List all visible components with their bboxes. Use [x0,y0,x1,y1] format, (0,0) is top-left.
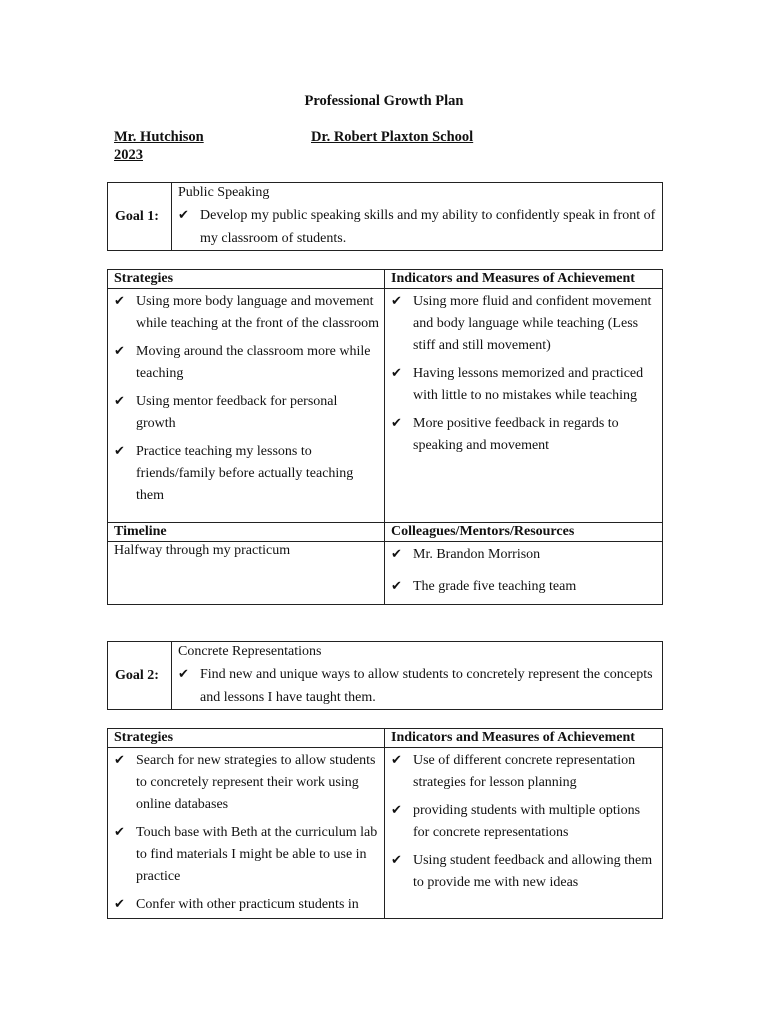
list-item-text: Using more body language and movement while teaching at the front of the classroom [136,294,379,331]
check-icon: ✔ [391,803,402,818]
check-icon: ✔ [114,897,125,912]
strategies-header: Strategies [108,729,385,748]
list-item [391,576,658,598]
strategies-list [114,291,380,507]
list-item [114,341,380,385]
list-item [114,441,380,507]
check-icon: ✔ [114,753,125,768]
goal-2-strategies [108,748,385,919]
goal-1-resources [385,542,663,605]
list-item [391,363,658,407]
timeline-text: Halfway through my practicum [114,543,291,558]
page-title: Professional Growth Plan [304,93,464,109]
indicators-list [391,291,658,457]
list-item [391,413,658,457]
check-icon: ✔ [114,825,125,840]
strategies-header: Strategies [108,270,385,289]
list-item [391,544,658,566]
list-item-text: Use of different concrete representation strategies for lesson planning [413,753,636,790]
list-item [391,750,658,794]
list-item-text: Search for new strategies to allow students to concretely represent their work using online databases [136,753,376,812]
goal-2-description [178,663,658,709]
check-icon: ✔ [114,444,125,459]
goal-2-name: Concrete Representations [178,644,322,659]
goal-1-cell [172,183,663,251]
goal-2-indicators [385,748,663,919]
check-icon: ✔ [178,667,189,682]
list-item [114,894,380,916]
list-item-text: Having lessons memorized and practiced with little to no mistakes while teaching [413,366,644,403]
goal-1-table [107,182,663,251]
goal-1-label: Goal 1: [108,183,172,251]
goal-2-cell [172,642,663,710]
list-item-text: Using mentor feedback for personal growth [136,394,338,431]
check-icon: ✔ [114,344,125,359]
check-icon: ✔ [391,853,402,868]
check-icon: ✔ [391,547,402,562]
check-icon: ✔ [391,753,402,768]
school-name: Dr. Robert Plaxton School [311,129,474,145]
list-item [114,750,380,816]
resources-header: Colleagues/Mentors/Resources [385,523,663,542]
check-icon: ✔ [178,208,189,223]
list-item [391,291,658,357]
goal-2-label: Goal 2: [108,642,172,710]
list-item-text: Moving around the classroom more while teaching [136,344,371,381]
list-item [114,291,380,335]
list-item-text: Confer with other practicum students in [136,897,359,912]
list-item [391,850,658,894]
goal-1-description [178,204,658,250]
check-icon: ✔ [391,366,402,381]
strategies-list [114,750,380,916]
check-icon: ✔ [391,579,402,594]
indicators-list [391,750,658,894]
timeline-header: Timeline [108,523,385,542]
list-item-text: providing students with multiple options for concrete representations [413,803,641,840]
list-item-text: More positive feedback in regards to speaking and movement [413,416,619,453]
goal-1-name: Public Speaking [178,185,270,200]
list-item [391,800,658,844]
goal-1-strategies [108,289,385,523]
goal-1-description-text: Develop my public speaking skills and my ability to confidently speak in front of my classroom of students. [200,208,656,246]
check-icon: ✔ [114,394,125,409]
list-item-text: Mr. Brandon Morrison [413,547,541,562]
goal-2-description-text: Find new and unique ways to allow students to concretely represent the concepts and lessons I have taught them. [200,667,653,705]
list-item-text: The grade five teaching team [413,579,577,594]
indicators-header: Indicators and Measures of Achievement [385,729,663,748]
check-icon: ✔ [391,416,402,431]
list-item [114,822,380,888]
goal-1-timeline [108,542,385,605]
teacher-name: Mr. Hutchison [114,129,204,145]
list-item-text: Using more fluid and confident movement and body language while teaching (Less stiff and still movement) [413,294,652,353]
indicators-header: Indicators and Measures of Achievement [385,270,663,289]
check-icon: ✔ [114,294,125,309]
list-item-text: Touch base with Beth at the curriculum lab to find materials I might be able to use in practice [136,825,378,884]
goal-2-table [107,641,663,710]
resources-list [391,544,658,598]
goal-1-indicators [385,289,663,523]
check-icon: ✔ [391,294,402,309]
list-item [114,391,380,435]
plan-year: 2023 [114,147,143,163]
goal-1-detail-table [107,269,663,605]
goal-2-detail-table [107,728,663,919]
list-item-text: Practice teaching my lessons to friends/family before actually teaching them [136,444,354,503]
list-item-text: Using student feedback and allowing them to provide me with new ideas [413,853,653,890]
